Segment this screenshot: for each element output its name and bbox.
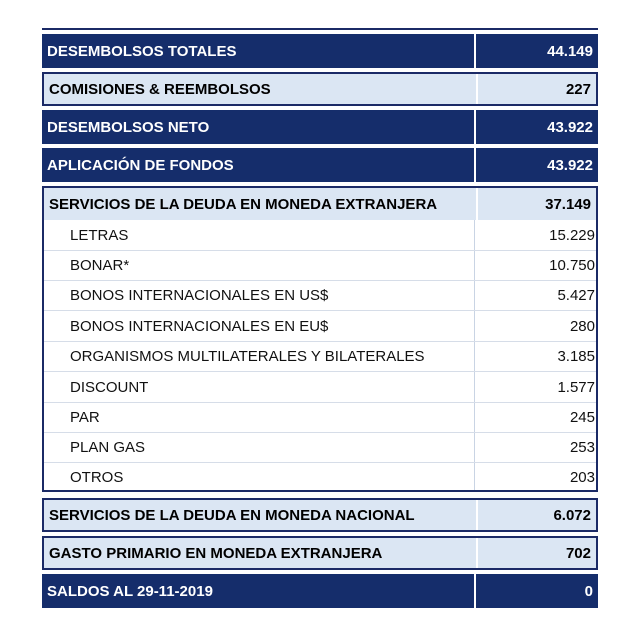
row-servicios-nacional (42, 498, 598, 532)
sub-row (42, 463, 598, 491)
row-value: 37.149 (478, 188, 596, 220)
sub-row (42, 281, 598, 310)
row-label: DESEMBOLSOS TOTALES (42, 34, 474, 68)
row-label: SALDOS AL 29-11-2019 (42, 574, 474, 608)
sub-row (42, 372, 598, 402)
row-servicios-extranjera (42, 186, 598, 220)
sub-row-label: OTROS (42, 463, 474, 491)
sub-row-value: 253 (475, 433, 598, 462)
sub-row-value: 1.577 (475, 372, 598, 402)
top-rule (42, 28, 598, 30)
sub-row-label: BONOS INTERNACIONALES EN US$ (42, 281, 474, 310)
sub-row (42, 251, 598, 280)
sub-row-value: 10.750 (475, 251, 598, 280)
sub-row (42, 403, 598, 432)
row-value: 43.922 (476, 110, 598, 144)
sub-row (42, 311, 598, 341)
sub-row-label: DISCOUNT (42, 372, 474, 402)
row-value: 0 (476, 574, 598, 608)
sub-row-label: LETRAS (42, 220, 474, 250)
row-label: COMISIONES & REEMBOLSOS (44, 74, 476, 104)
row-saldos (42, 574, 598, 608)
row-label: APLICACIÓN DE FONDOS (42, 148, 474, 182)
row-label: GASTO PRIMARIO EN MONEDA EXTRANJERA (44, 538, 476, 568)
sub-row-value: 15.229 (475, 220, 598, 250)
row-gasto-primario (42, 536, 598, 570)
sub-row-value: 5.427 (475, 281, 598, 310)
row-value: 43.922 (476, 148, 598, 182)
sub-row-label: ORGANISMOS MULTILATERALES Y BILATERALES (42, 342, 474, 371)
sub-row-label: PAR (42, 403, 474, 432)
sub-row (42, 433, 598, 462)
row-value: 702 (478, 538, 596, 568)
row-label: DESEMBOLSOS NETO (42, 110, 474, 144)
sub-row-label: BONAR* (42, 251, 474, 280)
sub-row (42, 220, 598, 250)
row-aplicacion-fondos (42, 148, 598, 182)
row-label: SERVICIOS DE LA DEUDA EN MONEDA NACIONAL (44, 500, 476, 530)
row-desembolsos-neto (42, 110, 598, 144)
sub-row-label: PLAN GAS (42, 433, 474, 462)
sub-row-label: BONOS INTERNACIONALES EN EU$ (42, 311, 474, 341)
row-value: 6.072 (478, 500, 596, 530)
row-comisiones (42, 72, 598, 106)
sub-row-value: 203 (475, 463, 598, 491)
row-value: 44.149 (476, 34, 598, 68)
sub-row-value: 3.185 (475, 342, 598, 371)
sub-row (42, 342, 598, 371)
sub-row-value: 245 (475, 403, 598, 432)
sub-row-value: 280 (475, 311, 598, 341)
row-value: 227 (478, 74, 596, 104)
row-label: SERVICIOS DE LA DEUDA EN MONEDA EXTRANJERA (44, 188, 476, 220)
row-desembolsos-totales (42, 34, 598, 68)
